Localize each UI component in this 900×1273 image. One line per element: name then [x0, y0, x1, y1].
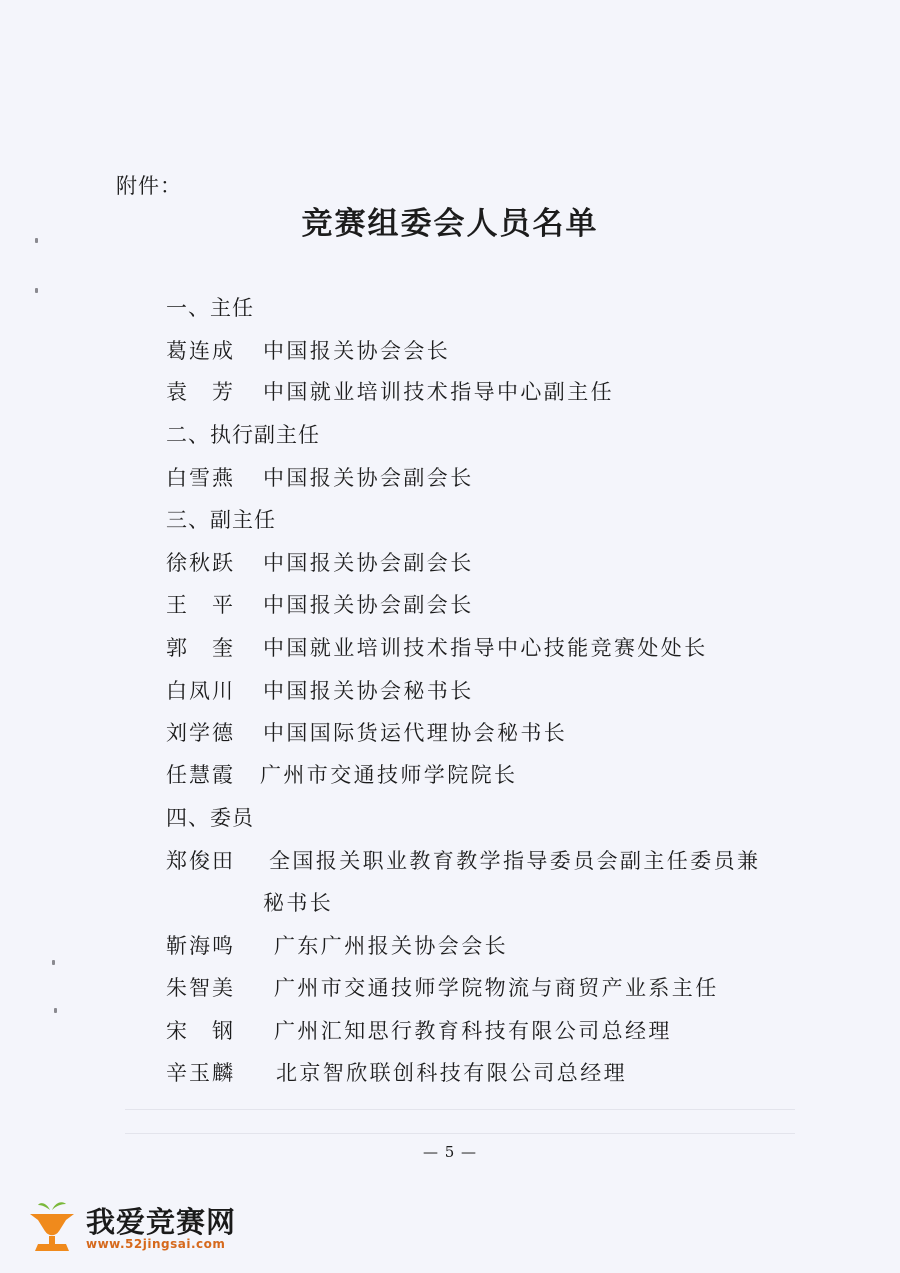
member-title: 广州市交通技师学院物流与商贸产业系主任 [274, 976, 719, 1000]
scan-speck [54, 1008, 57, 1013]
member-name: 靳海鸣 [166, 934, 235, 958]
member-title: 广州汇知思行教育科技有限公司总经理 [274, 1019, 672, 1043]
scan-speck [52, 960, 55, 965]
member-row [166, 337, 451, 365]
member-row [166, 634, 708, 662]
member-name: 朱智美 [166, 976, 235, 1000]
member-name: 郑俊田 [166, 849, 235, 873]
member-title: 广州市交通技师学院院长 [260, 763, 518, 787]
section-heading-executive-deputy: 二、执行副主任 [166, 423, 320, 447]
section-heading-director: 一、主任 [166, 296, 254, 320]
member-name: 任慧霞 [166, 763, 235, 787]
member-title: 中国国际货运代理协会秘书长 [263, 721, 568, 745]
member-title-continuation: 秘书长 [263, 891, 334, 915]
watermark-logo [22, 1196, 252, 1258]
document-title: 竞赛组委会人员名单 [301, 206, 599, 242]
member-row [166, 847, 761, 875]
member-row [166, 761, 518, 789]
member-name: 白雪燕 [166, 466, 235, 490]
scan-speck [35, 288, 38, 293]
member-name: 葛连成 [166, 339, 235, 363]
member-title: 中国报关协会会长 [263, 339, 451, 363]
member-title: 全国报关职业教育教学指导委员会副主任委员兼 [269, 849, 761, 873]
member-title: 广东广州报关协会会长 [274, 934, 508, 958]
member-title: 中国报关协会副会长 [263, 593, 474, 617]
member-name: 郭 奎 [166, 636, 235, 660]
member-title: 中国报关协会副会长 [263, 551, 474, 575]
member-row [166, 464, 474, 492]
member-name: 白凤川 [166, 679, 235, 703]
section-heading-deputy: 三、副主任 [166, 508, 276, 532]
member-row [166, 677, 474, 705]
show-through-line [125, 1109, 795, 1110]
member-row [166, 549, 474, 577]
watermark-url: www.52jingsai.com [86, 1237, 226, 1251]
member-row [166, 1059, 627, 1087]
member-row [166, 378, 614, 406]
member-title: 中国报关协会秘书长 [263, 679, 474, 703]
member-row [166, 719, 568, 747]
member-title: 北京智欣联创科技有限公司总经理 [276, 1061, 627, 1085]
member-row [166, 974, 719, 1002]
member-name: 刘学德 [166, 721, 235, 745]
show-through-line [125, 1133, 795, 1134]
member-name: 袁 芳 [166, 380, 235, 404]
member-name: 王 平 [166, 593, 235, 617]
member-row [166, 1017, 672, 1045]
section-heading-members: 四、委员 [166, 806, 254, 830]
member-title: 中国就业培训技术指导中心副主任 [263, 380, 614, 404]
page-number: — 5 — [422, 1143, 478, 1161]
member-row [166, 932, 508, 960]
attachment-label: 附件： [116, 174, 182, 198]
member-row [166, 591, 474, 619]
watermark-name: 我爱竞赛网 [86, 1205, 237, 1239]
member-name: 徐秋跃 [166, 551, 235, 575]
trophy-icon [22, 1196, 82, 1256]
member-title: 中国报关协会副会长 [263, 466, 474, 490]
member-name: 辛玉麟 [166, 1061, 235, 1085]
member-name: 宋 钢 [166, 1019, 235, 1043]
member-title: 中国就业培训技术指导中心技能竞赛处处长 [263, 636, 708, 660]
